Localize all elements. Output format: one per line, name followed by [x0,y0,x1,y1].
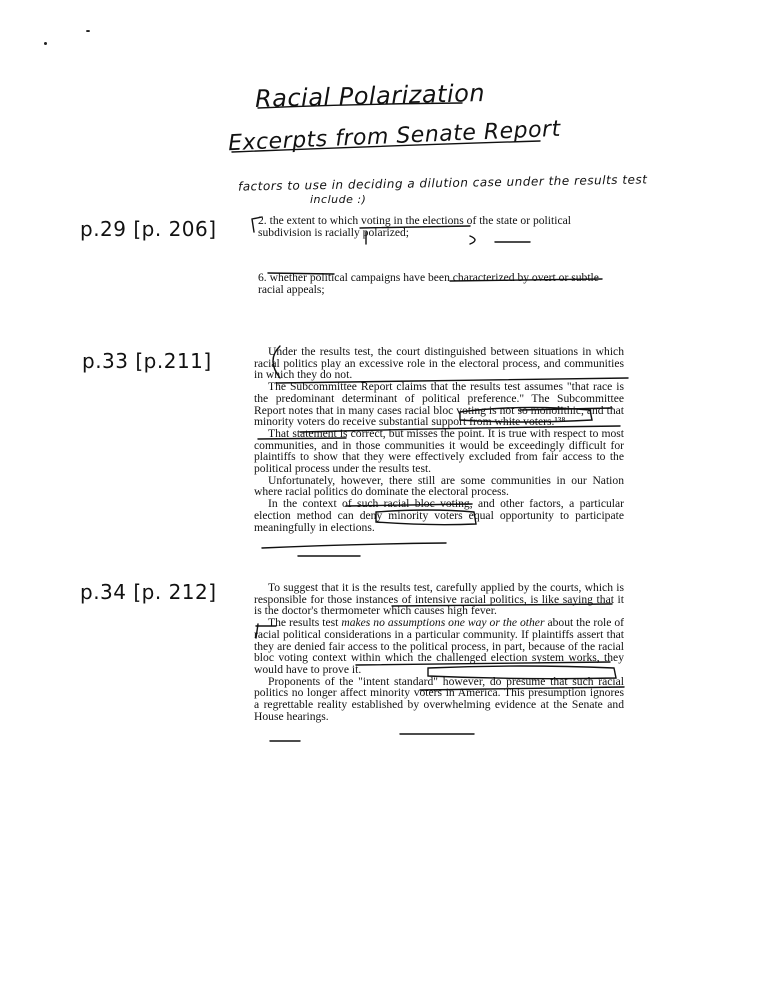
excerpt-p33-para-5: In the context of such racial bloc voting, and other factors, a particular election method can deny minority voters equal opportunity to participate meaningfully in elections. [254,497,624,534]
factor-2: 2. the extent to which voting in the elections of the state or political subdivision is racially polarized; [258,214,571,239]
stray-mark [44,42,47,45]
excerpt-p34-para-1: To suggest that it is the results test, carefully applied by the courts, which is responsible for those instances of intensive racial politics, is like saying that it is the doctor's thermometer which causes high fever. [254,581,624,618]
page-ref-p29: p.29 [p. 206] [80,217,217,241]
underline-mark [262,543,446,548]
factor-6-text [258,272,608,295]
excerpt-p34-para-3: Proponents of the "intent standard" however, do presume that such racial politics no longer affect minority voters in America. This presumption ignores a regrettable reality established by overwhelming evidence at the Senate and House hearings. [254,674,624,723]
excerpt-p33-para-3: That statement is correct, but misses the point. It is true with respect to most communities, and in those communities it would be exceedingly difficult for plaintiffs to show that they were effectively excluded from fair access to the political process under the results test. [254,426,624,476]
factor-2-text [258,215,608,238]
excerpt-p33-para-1: Under the results test, the court distinguished between situations in which racial politics play an excessive role in the electoral process, and communities in which they do not. [254,345,624,382]
excerpt-p34-para-2-emphasis: makes no assumptions one way or the other [341,616,545,630]
excerpt-p34-para-2 [254,617,624,676]
excerpt-p33 [254,346,624,533]
handwritten-note: factors to use in deciding a dilution case under the results test [237,172,648,194]
stray-mark [86,30,90,32]
title-line-2: Excerpts from Senate Report [227,116,562,157]
excerpt-p33-para-4: Unfortunately, however, there still are some communities in our Nation where racial politics do dominate the electoral process. [254,473,624,499]
factor-6: 6. whether political campaigns have been characterized by overt or subtle racial appeals; [258,271,599,296]
title-line-1: Racial Polarization [254,78,486,114]
page-ref-p34: p.34 [p. 212] [80,580,217,604]
excerpt-p34-para-2-end: about the role of racial political considerations in a particular community. If plaintiffs assert that they are denied fair access to the political process, in part, because of the racial bloc voting context within which the challenged election system works, they would have to prove it. [254,616,624,676]
excerpt-p33-para-2: The Subcommittee Report claims that the results test assumes "that race is the predominant determinant of political preference." The Subcommittee Report notes that in many cases racial bloc voting is not so monolithic, and that minority voters do receive substantial support from white voters.¹³⁸ [254,380,624,429]
excerpt-p34 [254,582,624,722]
page-ref-p33: p.33 [p.211] [82,349,212,373]
excerpt-p34-para-2-start: The results test [268,616,342,630]
handwritten-note-continued: include :) [310,193,367,206]
